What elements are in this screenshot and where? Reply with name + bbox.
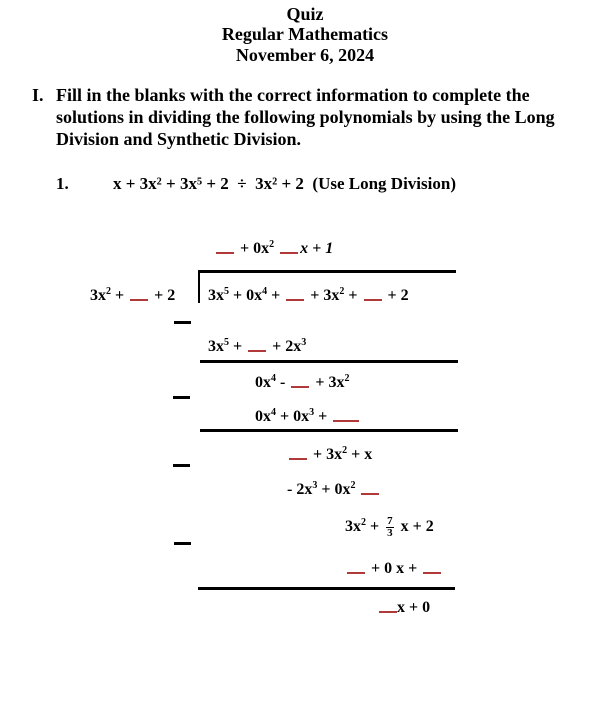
divisor-row: $3x^2$ + + 2 <box>90 286 176 304</box>
step-6-row: $3x^2$ + $\frac{7}{3}$ x + 2 <box>345 515 434 539</box>
dividend-row: $3x^5 + 0x^4$ + + $3x^2$ + + 2 <box>208 286 409 304</box>
dividend-blank-1[interactable] <box>286 285 304 301</box>
instruction-numeral: I. <box>32 85 44 105</box>
quotient-blank-1[interactable] <box>216 238 234 254</box>
subtraction-line-1 <box>200 360 458 363</box>
step-3-row: $0x^4 + 0x^3$ + <box>255 406 361 426</box>
problem-number: 1. <box>56 174 69 193</box>
step-1-row: $3x^5$ + + $2x^3$ <box>208 337 307 355</box>
quotient-row: + $0x^2$ x + 1 <box>214 238 333 258</box>
step-1-blank[interactable] <box>248 336 266 352</box>
divisor-blank[interactable] <box>130 285 148 301</box>
instruction-line-2: solutions in dividing the following polynomials by using the Long <box>56 107 555 127</box>
instruction-line-1: Fill in the blanks with the correct information to complete the <box>56 85 530 105</box>
minus-sign-2 <box>173 396 190 399</box>
step-5-row: - $2x^3 + 0x^2$ <box>287 479 381 499</box>
minus-sign-4 <box>174 542 191 545</box>
fraction-seven-thirds: $\frac{7}{3}$ <box>387 515 393 539</box>
remainder-row: x + 0 <box>377 597 430 617</box>
subject-title: Regular Mathematics <box>221 24 389 44</box>
step-2-row: $0x^4$ - + $3x^2$ <box>255 373 350 391</box>
method-note: (Use Long Division) <box>312 174 456 193</box>
problem-dividend: x + 3x² + 3x⁵ + 2 <box>113 174 229 193</box>
quiz-title: Quiz <box>286 4 324 24</box>
problem-divisor: 3x² + 2 <box>255 174 304 193</box>
step-7-blank-2[interactable] <box>423 558 441 574</box>
step-4-row: + $3x^2 + x$ <box>287 444 372 464</box>
quotient-blank-2[interactable] <box>280 238 298 254</box>
step-7-blank-1[interactable] <box>347 558 365 574</box>
dividend-blank-2[interactable] <box>364 285 382 301</box>
problem-statement <box>113 175 456 193</box>
quiz-date: November 6, 2024 <box>235 45 375 65</box>
step-3-blank[interactable] <box>333 406 359 422</box>
step-5-blank[interactable] <box>361 479 379 495</box>
instruction-line-3: Division and Synthetic Division. <box>56 129 302 149</box>
step-7-row: + 0 x + <box>345 558 443 578</box>
division-bracket-top <box>198 270 456 273</box>
division-bracket-side <box>198 270 200 303</box>
minus-sign-3 <box>173 464 190 467</box>
remainder-blank[interactable] <box>379 597 397 613</box>
minus-sign-1 <box>174 321 191 324</box>
step-4-blank[interactable] <box>289 444 307 460</box>
subtraction-line-3 <box>198 587 455 590</box>
step-2-blank[interactable] <box>291 372 309 388</box>
subtraction-line-2 <box>200 429 458 432</box>
divide-symbol: ÷ <box>237 174 247 193</box>
